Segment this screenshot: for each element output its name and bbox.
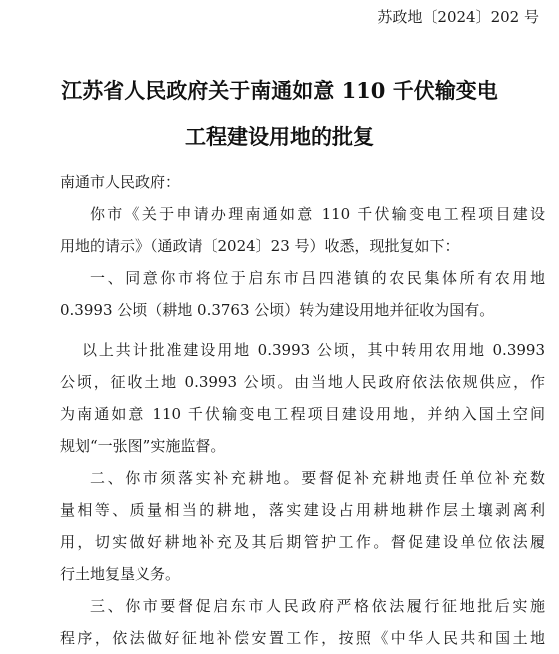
paragraph-line: 公顷，征收土地 0.3993 公顷。由当地人民政府依法依规供应，作 bbox=[60, 373, 545, 391]
document-body bbox=[60, 198, 545, 654]
paragraph-line: 量相等、质量相当的耕地，落实建设占用耕地耕作层土壤剥离利 bbox=[60, 501, 545, 519]
paragraph-approval-item-3 bbox=[60, 590, 545, 654]
paragraph-approval-item-1 bbox=[60, 262, 545, 326]
paragraph-line: 用地的请示》（通政请〔2024〕23 号）收悉，现批复如下： bbox=[60, 237, 460, 255]
paragraph-line: 一、同意你市将位于启东市吕四港镇的农民集体所有农用地 bbox=[90, 269, 545, 287]
document-number: 苏政地〔2024〕202 号 bbox=[377, 8, 539, 26]
paragraph-line: 二、你市须落实补充耕地。要督促补充耕地责任单位补充数 bbox=[90, 469, 545, 487]
paragraph-line: 你市《关于申请办理南通如意 110 千伏输变电工程项目建设 bbox=[90, 205, 545, 223]
paragraph-line: 为南通如意 110 千伏输变电工程项目建设用地，并纳入国土空间 bbox=[60, 405, 545, 423]
title-line-1: 江苏省人民政府关于南通如意 110 千伏输变电 bbox=[61, 78, 498, 103]
salutation: 南通市人民政府： bbox=[60, 173, 181, 191]
paragraph-line: 行土地复垦义务。 bbox=[60, 565, 181, 583]
paragraph-line: 程序，依法做好征地补偿安置工作，按照《中华人民共和国土地 bbox=[60, 629, 545, 647]
paragraph-total-approved bbox=[60, 334, 545, 462]
title-line-2: 工程建设用地的批复 bbox=[185, 124, 374, 149]
paragraph-request-ack bbox=[60, 198, 545, 262]
paragraph-approval-item-2 bbox=[60, 462, 545, 590]
document-title bbox=[0, 68, 559, 160]
paragraph-line: 以上共计批准建设用地 0.3993 公顷，其中转用农用地 0.3993 bbox=[82, 341, 545, 359]
paragraph-line: 规划“一张图”实施监督。 bbox=[60, 437, 226, 455]
paragraph-line: 用，切实做好耕地补充及其后期管护工作。督促建设单位依法履 bbox=[60, 533, 545, 551]
paragraph-line: 0.3993 公顷（耕地 0.3763 公顷）转为建设用地并征收为国有。 bbox=[60, 301, 495, 319]
paragraph-line: 三、你市要督促启东市人民政府严格依法履行征地批后实施 bbox=[90, 597, 545, 615]
